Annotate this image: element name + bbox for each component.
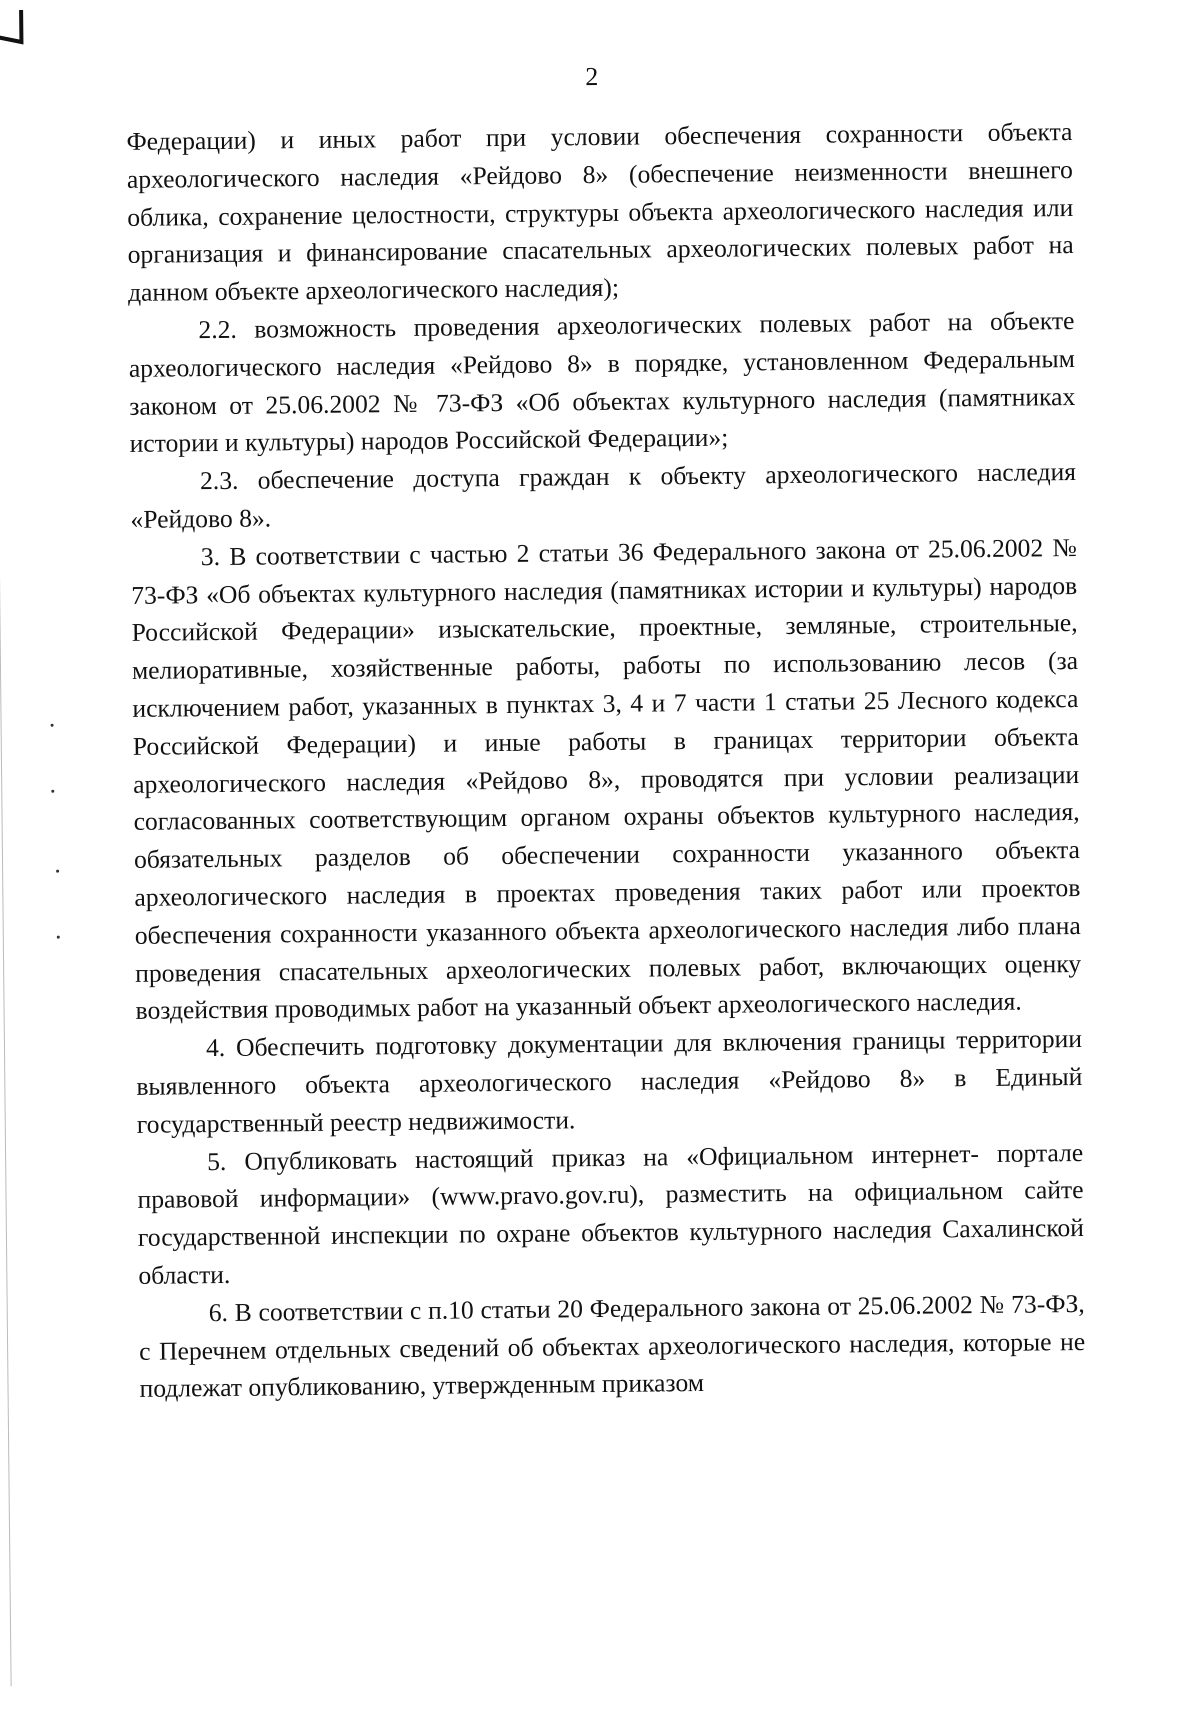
paragraph-4: 4. Обеспечить подготовку документации для включения границы территории выявленного объекта археологического наследия «Рейдово 8» в Единый государственный реестр недвижимости. <box>136 1024 1083 1139</box>
page-number: 2 <box>585 61 599 92</box>
paragraph-5: 5. Опубликовать настоящий приказ на «Официальном интернет- портале правовой информации» (www.pravo.gov.ru), разместить на официальном сайте государственной инспекции по охране объектов культурного наследия Сахалинской области. <box>137 1137 1085 1290</box>
paragraph-2-2: 2.2. возможность проведения археологических полевых работ на объекте археологического наследия «Рейдово 8» в порядке, установленном Федеральным законом от 25.06.2002 № 73-ФЗ «Об объектах культурного наследия (памятниках истории и культуры) народов Российской Федерации»; <box>128 305 1076 459</box>
paragraph-6: 6. В соответствии с п.10 статьи 20 Федерального закона от 25.06.2002 № 73-ФЗ, с Перечнем отдельных сведений об объектах археологического наследия, которые не подлежат опубликованию, утвержденным приказом <box>138 1288 1086 1404</box>
scan-corner-mark <box>0 6 31 46</box>
paragraph-continuation: Федерации) и иных работ при условии обеспечения сохранности объекта археологического наследия «Рейдово 8» (обеспечение неизменности внешнего облика, сохранение целостности, структуры объекта археологического наследия или организация и финансирование спасательных археологических полевых работ на данном объекте археологического наследия); <box>126 117 1074 308</box>
scan-speck <box>51 790 54 793</box>
scan-speck <box>56 870 59 873</box>
paragraph-3: 3. В соответствии с частью 2 статьи 36 Федерального закона от 25.06.2002 № 73-ФЗ «Об объектах культурного наследия (памятниках истории и культуры) народов Российской Федерации» изыскательские, проектные, земляные, строительные, мелиоративные, хозяйственные работы, работы по использованию лесов (за исключением работ, указанных в пунктах 3, 4 и 7 части 1 статьи 25 Лесного кодекса Российской Федерации) и иные работы в границах территории объекта археологического наследия «Рейдово 8», проводятся при условии реализации согласованных соответствующим органом охраны объектов культурного наследия, обязательных разделов об обеспечении сохранности указанного объекта археологического наследия в проектах проведения таких работ или проектов обеспечения сохранности указанного объекта археологического наследия либо плана проведения спасательных археологических полевых работ, включающих оценку воздействия проводимых работ на указанный объект археологического наследия. <box>131 532 1082 1026</box>
scan-speck <box>57 936 60 939</box>
scan-edge-line <box>0 46 12 1686</box>
scan-speck <box>51 724 54 727</box>
paragraph-2-3: 2.3. обеспечение доступа граждан к объекту археологического наследия «Рейдово 8». <box>130 457 1077 534</box>
document-body <box>126 113 1085 1408</box>
